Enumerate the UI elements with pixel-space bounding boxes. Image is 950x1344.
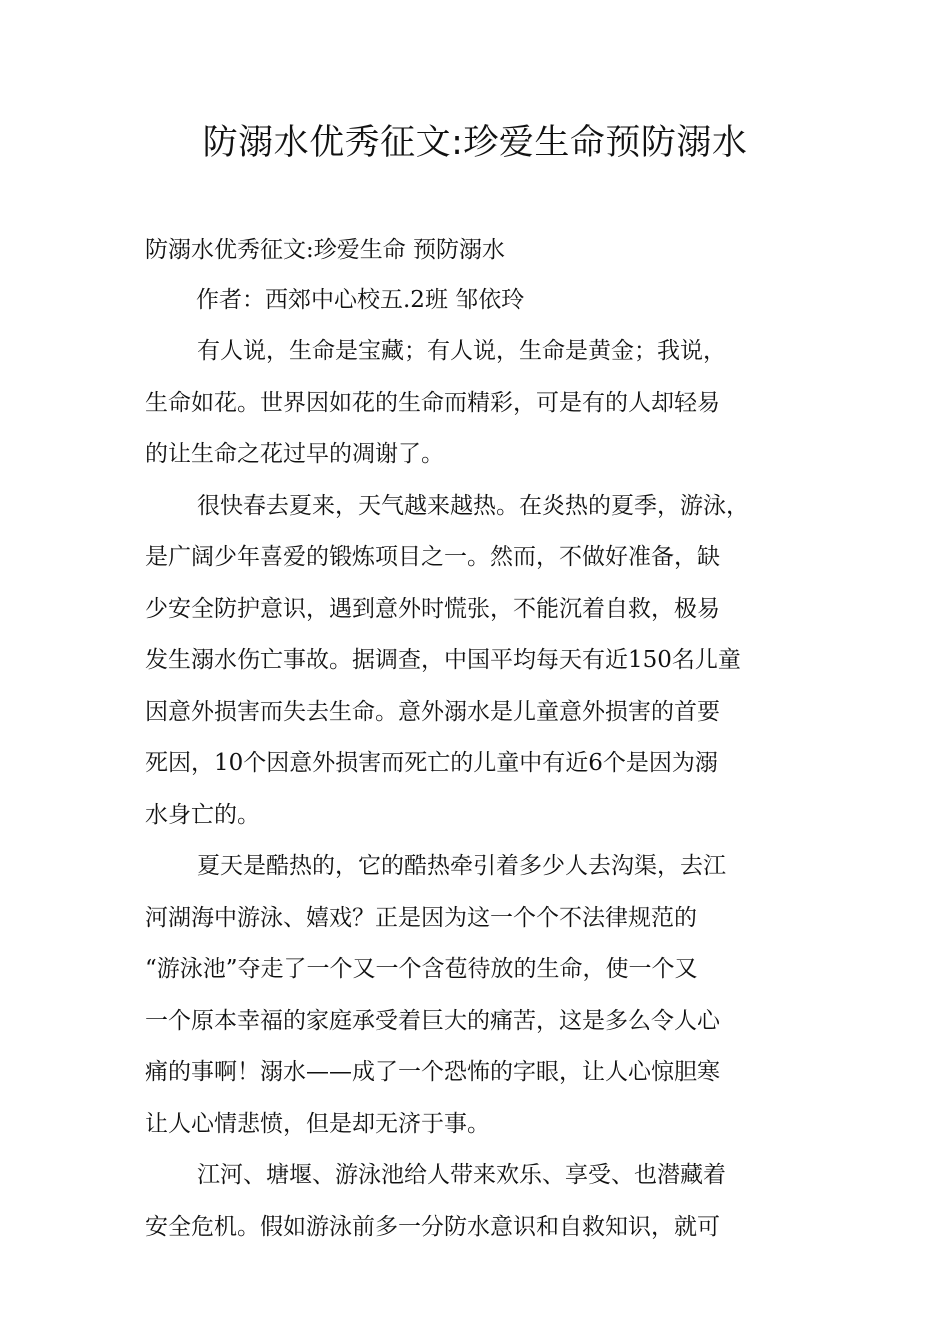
paragraph-line: 安全危机。假如游泳前多一分防水意识和自救知识，就可 — [145, 1213, 720, 1240]
paragraph-3 — [145, 841, 835, 1150]
paragraph-line: 少安全防护意识，遇到意外时慌张，不能沉着自救，极易 — [145, 595, 720, 622]
paragraph-line: 很快春去夏来，天气越来越热。在炎热的夏季，游泳， — [197, 492, 749, 519]
article-body — [145, 326, 835, 1253]
paragraph-line: 河湖海中游泳、嬉戏？正是因为这一个个不法律规范的 — [145, 904, 697, 931]
paragraph-line: 发生溺水伤亡事故。据调查，中国平均每天有近150名儿童 — [145, 647, 741, 673]
paragraph-line: 生命如花。世界因如花的生命而精彩，可是有的人却轻易 — [145, 389, 720, 416]
paragraph-line: 是广阔少年喜爱的锻炼项目之一。然而，不做好准备，缺 — [145, 544, 720, 570]
paragraph-line: “游泳池”夺走了一个又一个含苞待放的生命，使一个又 — [145, 956, 698, 982]
paragraph-4 — [145, 1150, 835, 1253]
document-title: 防溺水优秀征文:珍爱生命预防溺水 — [202, 123, 748, 163]
paragraph-line: 因意外损害而失去生命。意外溺水是儿童意外损害的首要 — [145, 698, 720, 725]
article-subtitle: 防溺水优秀征文:珍爱生命 预防溺水 — [145, 237, 506, 263]
paragraph-line: 的让生命之花过早的凋谢了。 — [145, 441, 444, 467]
paragraph-line: 让人心情悲愤，但是却无济于事。 — [145, 1110, 490, 1137]
paragraph-line: 一个原本幸福的家庭承受着巨大的痛苦，这是多么令人心 — [145, 1007, 720, 1034]
paragraph-line: 痛的事啊！溺水——成了一个恐怖的字眼，让人心惊胆寒 — [145, 1059, 720, 1085]
paragraph-line: 水身亡的。 — [145, 801, 260, 828]
paragraph-1 — [145, 326, 835, 481]
paragraph-line: 夏天是酷热的，它的酷热牵引着多少人去沟渠，去江 — [197, 853, 726, 879]
paragraph-line: 江河、塘堰、游泳池给人带来欢乐、享受、也潜藏着 — [197, 1162, 726, 1188]
paragraph-line: 有人说，生命是宝藏；有人说，生命是黄金；我说， — [197, 338, 726, 364]
paragraph-line: 死因，10个因意外损害而死亡的儿童中有近6个是因为溺 — [145, 750, 718, 776]
author-line: 作者：西郊中心校五.2班 邹依玲 — [196, 287, 525, 313]
paragraph-2 — [145, 481, 835, 842]
